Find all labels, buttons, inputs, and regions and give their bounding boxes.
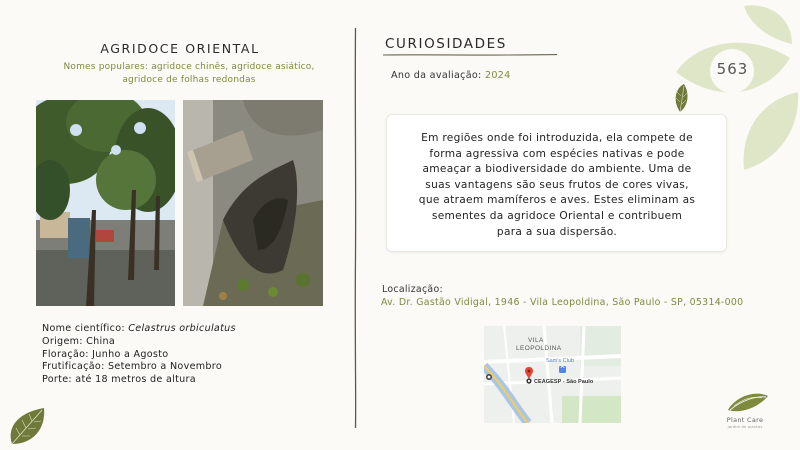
curiosity-line: sementes da agridoce Oriental e contribuem [431,209,683,222]
origin-row: Origem: China [42,335,116,347]
location-label: Localização: [382,284,443,295]
evaluation-year [391,70,511,81]
map-district-line2: LEOPOLDINA [516,345,562,352]
popular-names [40,61,338,86]
evaluation-number: 563 [716,60,749,78]
year-label: Ano da avaliação: [391,70,485,81]
map-poi-label: Sam's Club [546,358,574,364]
curiosities-heading: CURIOSIDADES [385,36,507,52]
popular-names-line: agridoce de folhas redondas [122,74,256,85]
location-address[interactable]: Av. Dr. Gastão Vidigal, 1946 - Vila Leopoldina, São Paulo - SP, 05314-000 [381,297,744,308]
logo-subtitle: jardim de plantas [727,425,763,429]
curiosity-line: Em regiões onde foi introduzida, ela compete de [421,132,693,144]
popular-names-line: Nomes populares: agridoce chinês, agridoce asiático, [63,62,315,72]
size-row: Porte: até 18 metros de altura [42,374,196,386]
shopping-bag-icon [559,366,566,373]
plant-care-logo-icon [728,394,768,412]
heading-underline [383,52,557,58]
scientific-name-value: Celastrus orbiculatus [128,323,236,334]
curiosity-line: que atraem mamíferos e aves. Estes eliminam as [418,194,696,207]
map-district-line1: VILA [528,337,544,344]
curiosity-line: para a sua dispersão. [496,225,618,238]
street-trees-photo [36,100,175,306]
curiosity-line: forma agressiva com espécies nativas e pode [429,147,685,160]
location-map[interactable] [484,326,621,423]
fruiting-row: Frutificação: Setembro a Novembro [42,361,223,373]
map-place-label: CEAGESP - São Paulo [534,379,594,385]
tree-trunk-photo [183,100,323,306]
leaf-icon [676,84,688,112]
scientific-name-row [42,323,236,336]
flowering-row: Floração: Junho a Agosto [42,348,169,360]
leaf-bottom-left-icon [11,408,45,444]
column-divider [354,28,357,428]
scientific-name-label: Nome científico: [42,323,129,334]
year-value: 2024 [484,70,511,81]
curiosity-text [392,131,722,240]
curiosity-line: ameaçar a biodiversidade do ambiente. Uma de [422,163,692,176]
plant-facts [42,323,236,387]
curiosity-line: suas vantagens são seus frutos de cores vivas, [425,178,689,191]
logo-name: Plant Care [726,416,764,424]
plant-title: AGRIDOCE ORIENTAL [100,41,260,56]
